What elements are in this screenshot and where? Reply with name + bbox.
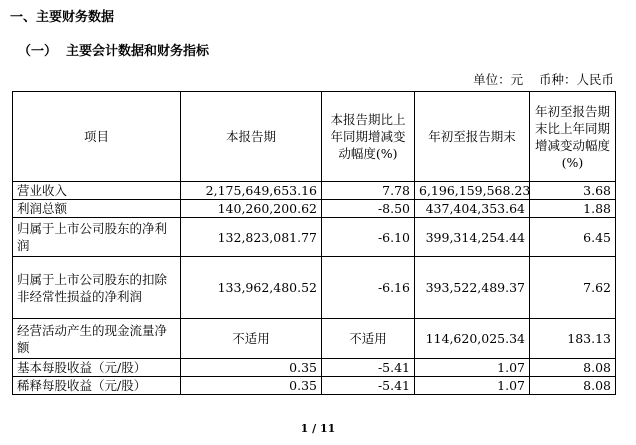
row-item: 归属于上市公司股东的净利润 [13, 218, 181, 257]
row-item: 稀释每股收益（元/股） [13, 377, 181, 395]
row-item: 基本每股收益（元/股） [13, 359, 181, 377]
row-current: 2,175,649,653.16 [181, 182, 322, 200]
header-current-period: 本报告期 [181, 92, 322, 182]
financial-data-table [12, 91, 616, 395]
row-ytd: 114,620,025.34 [415, 319, 530, 359]
row-ytd-change: 6.45 [530, 218, 616, 257]
table-row [13, 319, 616, 359]
row-item: 利润总额 [13, 200, 181, 218]
row-ytd: 1.07 [415, 377, 530, 395]
section-heading: 一、主要财务数据 [10, 10, 115, 25]
header-ytd: 年初至报告期末 [415, 92, 530, 182]
row-ytd: 1.07 [415, 359, 530, 377]
row-ytd-change: 183.13 [530, 319, 616, 359]
row-current: 0.35 [181, 377, 322, 395]
table-header-row [13, 92, 616, 182]
row-item: 营业收入 [13, 182, 181, 200]
header-ytd-change: 年初至报告期末比上年同期增减变动幅度(%) [530, 92, 616, 182]
row-ytd: 393,522,489.37 [415, 257, 530, 319]
page-number: 1 / 11 [300, 422, 336, 435]
row-current-change: -5.41 [322, 377, 415, 395]
row-ytd-change: 1.88 [530, 200, 616, 218]
table-row [13, 359, 616, 377]
row-current-change: -5.41 [322, 359, 415, 377]
row-current: 0.35 [181, 359, 322, 377]
table-row [13, 200, 616, 218]
row-current: 140,260,200.62 [181, 200, 322, 218]
table-row [13, 182, 616, 200]
row-item: 经营活动产生的现金流量净额 [13, 319, 181, 359]
row-current-change: 7.78 [322, 182, 415, 200]
unit-currency-note: 单位：元 币种：人民币 [473, 72, 614, 87]
row-ytd: 399,314,254.44 [415, 218, 530, 257]
table-row [13, 218, 616, 257]
header-current-change: 本报告期比上年同期增减变动幅度(%) [322, 92, 415, 182]
row-ytd-change: 8.08 [530, 359, 616, 377]
row-ytd: 6,196,159,568.23 [415, 182, 530, 200]
table-row [13, 377, 616, 395]
table-row [13, 257, 616, 319]
subsection-heading: （一） 主要会计数据和财务指标 [18, 44, 210, 59]
header-item: 项目 [13, 92, 181, 182]
row-current-change: 不适用 [322, 319, 415, 359]
row-item: 归属于上市公司股东的扣除非经常性损益的净利润 [13, 257, 181, 319]
row-ytd-change: 8.08 [530, 377, 616, 395]
row-current: 不适用 [181, 319, 322, 359]
row-ytd: 437,404,353.64 [415, 200, 530, 218]
row-current: 133,962,480.52 [181, 257, 322, 319]
row-current: 132,823,081.77 [181, 218, 322, 257]
row-current-change: -8.50 [322, 200, 415, 218]
row-current-change: -6.16 [322, 257, 415, 319]
row-ytd-change: 3.68 [530, 182, 616, 200]
row-current-change: -6.10 [322, 218, 415, 257]
row-ytd-change: 7.62 [530, 257, 616, 319]
